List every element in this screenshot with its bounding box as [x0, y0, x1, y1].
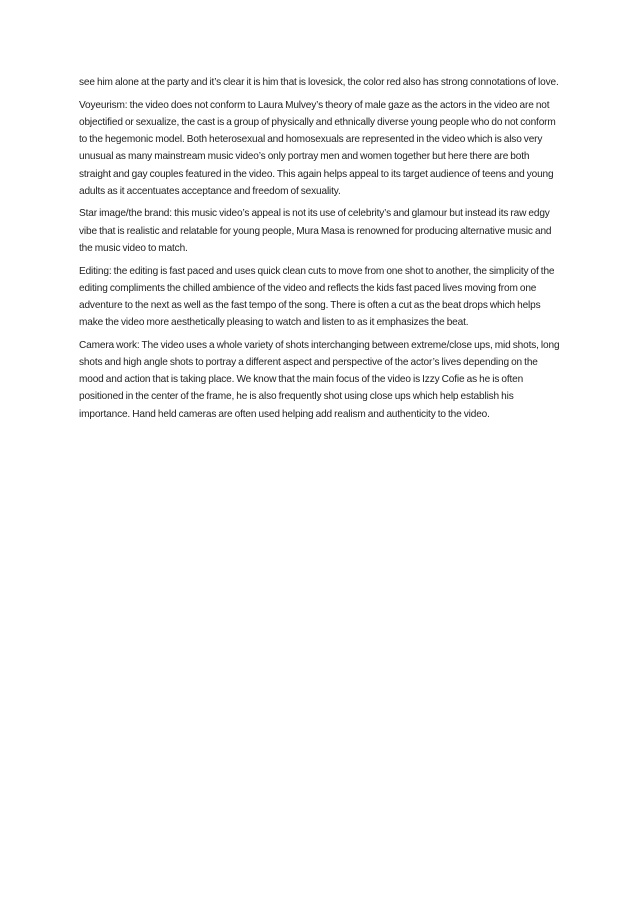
paragraph-voyeurism: Voyeurism: the video does not conform to Laura Mulvey’s theory of male gaze as the actors in the video are not objectified or sexualize, the cast is a group of physically and ethnically diverse young people who do not conform to the hegemonic model. Both heterosexual and homosexuals are represented in the video which is also very unusual as many mainstream music video’s only portray men and women together but here there are both straight and gay couples featured in the video. This again helps appeal to its target audience of teens and young adults as it accentuates acceptance and freedom of sexuality.	[79, 99, 556, 197]
paragraph-star-image: Star image/the brand: this music video’s appeal is not its use of celebrity’s and glamour but instead its raw edgy vibe that is realistic and relatable for young people, Mura Masa is renowned for producing alternative music and the music video to match.	[79, 208, 552, 254]
paragraph-camera-work: Camera work: The video uses a whole variety of shots interchanging between extreme/close ups, mid shots, long shots and high angle shots to portray a different aspect and perspective of the actor’s lives depending on the mood and action that is taking place. We know that the main focus of the video is Izzy Cofie as he is often positioned in the center of the frame, he is also frequently shot using close ups which help establish his importance. Hand held cameras are often used helping add realism and authenticity to the video.	[79, 339, 560, 420]
document-body	[79, 74, 561, 428]
paragraph-intro-continuation: see him alone at the party and it’s clear it is him that is lovesick, the color red also has strong connotations of love.	[79, 77, 559, 88]
paragraph-editing: Editing: the editing is fast paced and uses quick clean cuts to move from one shot to another, the simplicity of the editing compliments the chilled ambience of the video and reflects the kids fast paced lives moving from one adventure to the next as well as the fast tempo of the song. There is often a cut as the beat drops which helps make the video more aesthetically pleasing to watch and listen to as it emphasizes the beat.	[79, 265, 555, 329]
